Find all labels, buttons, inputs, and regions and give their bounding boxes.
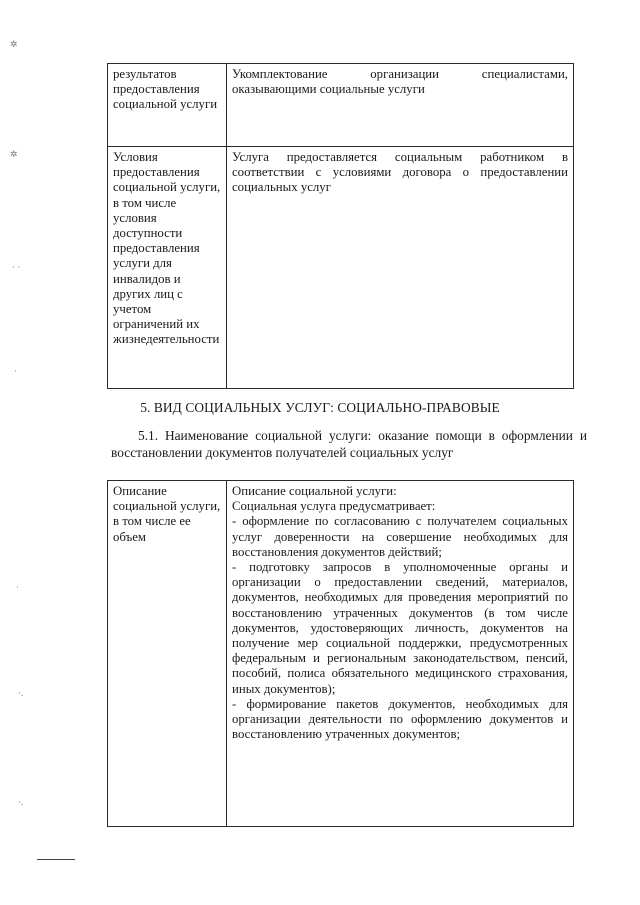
row-label-cell: Описание социальной услуги, в том числе ее объем: [108, 481, 227, 827]
scan-speck-icon: ·.: [18, 797, 24, 807]
scan-speck-icon: ·.: [18, 688, 24, 698]
row-value-cell: Укомплектование организации специалистами, оказывающими социальные услуги: [227, 64, 574, 147]
table-row: [108, 64, 574, 147]
description-line: - оформление по согласованию с получателем социальных услуг доверенности на совершение необходимых для восстановления документов действий;: [232, 514, 568, 559]
scan-speck-icon: · ·: [12, 262, 21, 272]
row-value-cell: Услуга предоставляется социальным работником в соответствии с условиями договора о предоставлении социальных услуг: [227, 147, 574, 389]
description-line: Социальная услуга предусматривает:: [232, 499, 436, 514]
row-label-cell: результатов предоставления социальной услуги: [108, 64, 227, 147]
table-row: [108, 481, 574, 827]
row-label-cell: Условия предоставления социальной услуги, в том числе условия доступности предоставления услуги для инвалидов и других лиц с учетом ограничений их жизнедеятельности: [108, 147, 227, 389]
scan-speck-icon: ·: [14, 366, 17, 376]
description-line: - подготовку запросов в уполномоченные органы и организации о предоставлении сведений, материалов, документов, необходимых для проведения мероприятий по восстановлению утраченных документов (в том числе документов, удостоверяющих личность, документов на получение мер социальной поддержки, предусмотренных федеральным и региональным законодательством, пенсий, пособий, полиса обязательного медицинского страхования, иных документов);: [232, 560, 568, 696]
service-name-text: 5.1. Наименование социальной услуги: оказание помощи в оформлении и восстановлении документов получателей социальных услуг: [111, 428, 587, 460]
description-line: - формирование пакетов документов, необходимых для организации деятельности по оформлению документов и восстановлению утраченных документов;: [232, 696, 568, 742]
description-line: Описание социальной услуги:: [232, 484, 397, 498]
scan-speck-icon: ·: [16, 582, 19, 592]
service-table-bottom: [107, 480, 574, 827]
footer-divider: [37, 859, 75, 860]
service-name-paragraph: [111, 427, 587, 461]
service-table-top: [107, 63, 574, 389]
scan-speck-icon: ✲: [10, 39, 18, 49]
table-row: [108, 147, 574, 389]
section-heading: 5. ВИД СОЦИАЛЬНЫХ УСЛУГ: СОЦИАЛЬНО-ПРАВОВЫЕ: [140, 400, 500, 415]
description-cell: [227, 481, 574, 827]
scan-speck-icon: ✲: [10, 149, 18, 159]
